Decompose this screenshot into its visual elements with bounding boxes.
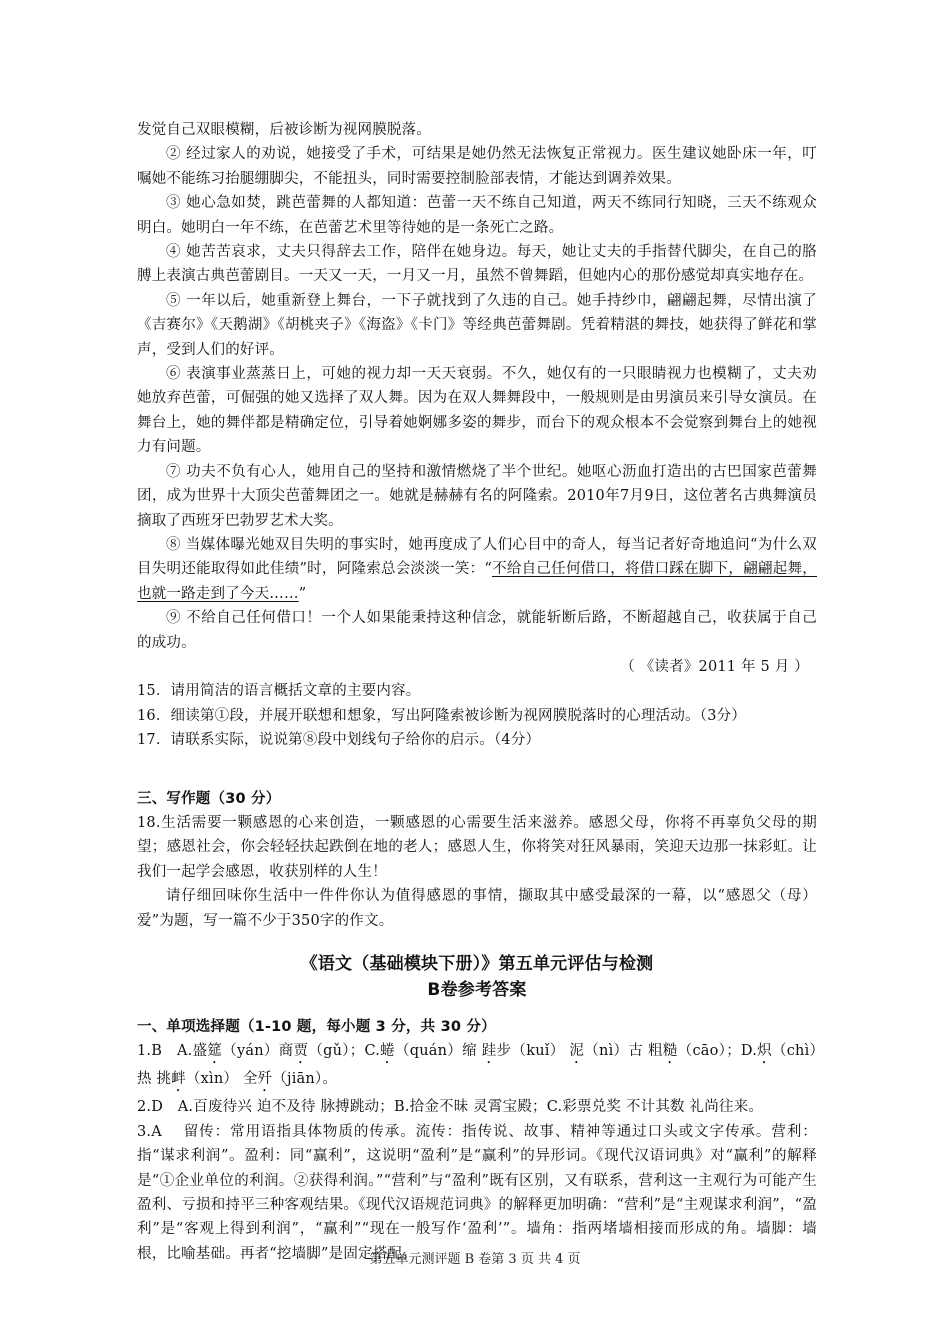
article-paragraph-7: ⑦ 功夫不负有心人，她用自己的坚持和激情燃烧了半个世纪。她呕心沥血打造出的古巴国家芭蕾舞团，成为世界十大顶尖芭蕾舞团之一。她就是赫赫有名的阿隆索。2010年7月9日，这位著名古典舞演员摘取了西班牙巴勃罗艺术大奖。 [137,463,817,529]
answer-1-text: （chì）热 挑 [137,1043,817,1088]
answer-1-text: （jiān）。 [272,1071,338,1088]
article-paragraph-3: ③ 她心急如焚，跳芭蕾舞的人都知道：芭蕾一天不练自己知道，两天不练同行知晓，三天不练观众明白。她明白一年不练，在芭蕾艺术里等待她的是一条死亡之路。 [137,195,817,236]
underlined-sentence: 不给自己任何借口，将借口踩在脚下，翩翩起舞，也就一路走到了今天…… [137,561,817,602]
answer-key-subtitle: B卷参考答案 [427,980,527,1000]
spacer [137,1003,817,1015]
answer-1-text: （xìn） 全 [185,1071,258,1088]
page-content [137,118,817,1266]
writing-prompt-paragraph-1: 18.生活需要一颗感恩的心来创造，一颗感恩的心需要生活来滋养。感恩父母，你将不再辜负父母的期望；感恩社会，你会轻轻扶起跌倒在地的老人；感恩人生，你将笑对狂风暴雨，笑迎天边那一抹彩虹。让我们一起学会感恩，收获别样的人生！ [137,814,817,880]
answer-1-text: （yán）商 [222,1043,294,1060]
dotted-character: 跬 [481,1043,497,1060]
article-paragraph-5: ⑤ 一年以后，她重新登上舞台，一下子就找到了久违的自己。她手持纱巾，翩翩起舞，尽情出演了《吉赛尔》《天鹅湖》《胡桃夹子》《海盗》《卡门》等经典芭蕾舞剧。凭着精湛的舞技，她获得了鲜花和掌声，受到人们的好评。 [137,292,817,358]
dotted-character: 泥 [569,1043,585,1060]
spacer [137,753,817,787]
article-paragraph-1-tail: 发觉自己双眼模糊，后被诊断为视网膜脱落。 [137,122,431,138]
dotted-character: 贾 [293,1043,309,1060]
dotted-character: 筵 [207,1043,223,1060]
writing-section-heading: 三、写作题（30 分） [137,790,281,807]
article-paragraph-4: ④ 她苦苦哀求，丈夫只得辞去工作，陪伴在她身边。每天，她让丈夫的手指替代脚尖，在自己的胳膊上表演古典芭蕾剧目。一天又一天，一月又一月，虽然不曾舞蹈，但她内心的那份感觉却真实地存在。 [137,244,817,285]
writing-prompt-paragraph-2: 请仔细回味你生活中一件件你认为值得感恩的事情，撷取其中感受最深的一幕，以“感恩父（母）爱”为题，写一篇不少于350字的作文。 [137,888,817,929]
dotted-character: 歼 [257,1071,273,1088]
dotted-character: 糙 [662,1043,678,1060]
spacer [137,933,817,951]
article-paragraph-2: ② 经过家人的劝说，她接受了手术，可结果是她仍然无法恢复正常视力。医生建议她卧床一年，叮嘱她不能练习抬腿绷脚尖，不能扭头，同时需要控制脸部表情，才能达到调养效果。 [137,146,817,187]
question-16: 16．细读第①段，并展开联想和想象，写出阿隆索被诊断为视网膜脱落时的心理活动。（3分） [137,707,747,724]
paragraph-8-text: ⑧ 当媒体曝光她双目失明的事实时，她再度成了人们心目中的奇人，每当记者好奇地追问“为什么双目失明还能取得如此佳绩”时，阿隆索总会淡淡一笑：“ [137,536,817,578]
page-footer: 第五单元测评题 B 卷第 3 页 共 4 页 [369,1252,581,1267]
answer-1-text: （quán）缩 [394,1043,482,1060]
article-paragraph-9: ⑨ 不给自己任何借口！一个人如果能秉持这种信念，就能斩断后路，不断超越自己，收获属于自己的成功。 [137,610,817,651]
answer-1-text: （cāo）；D. [677,1043,758,1060]
answer-3: 3.A 留传：常用语指具体物质的传承。流传：指传说、故事、精神等通过口头或文字传承。营利：指“谋求利润”。盈利：同“赢利”，这说明“盈利”是“赢利”的异形词。《现代汉语词典》对“赢利”的解释是“①企业单位的利润。②获得利润。”“营利”与“盈利”既有区别，又有联系，营利这一主观行为可能产生盈利、亏损和持平三种客观结果。《现代汉语规范词典》的解释更加明确：“营利”是“主观谋求利润”，“盈利”是“客观上得到利润”，“赢利”“现在一般写作‘盈利’”。墙角：指两堵墙相接而形成的角。墙脚：墙根，比喻基础。再者“挖墙脚”是固定搭配。 [137,1123,817,1262]
question-15: 15．请用简洁的语言概括文章的主要内容。 [137,683,421,700]
dotted-character: 炽 [757,1043,772,1060]
answer-section-1-heading: 一、单项选择题（1-10 题，每小题 3 分，共 30 分） [137,1019,496,1035]
answer-1-text: （nì）古 粗 [584,1043,663,1060]
question-17: 17．请联系实际，说说第⑧段中划线句子给你的启示。（4分） [137,732,541,749]
dotted-character: 衅 [171,1071,186,1088]
answer-1-text: 1.B A.盛 [137,1043,208,1060]
answer-2: 2.D A.百废待兴 迫不及待 脉搏跳动；B.拾金不昧 灵霄宝殿；C.彩票兑奖 不计其数 礼尚往来。 [137,1099,764,1116]
article-paragraph-6: ⑥ 表演事业蒸蒸日上，可她的视力却一天天衰弱。不久，她仅有的一只眼睛视力也模糊了，丈夫劝她放弃芭蕾，可倔强的她又选择了双人舞。因为在双人舞舞段中，一般规则是由男演员来引导女演员。在舞台上，她的舞伴都是精确定位，引导着她婀娜多姿的舞步，而台下的观众根本不会觉察到舞台上的她视力有问题。 [137,366,817,456]
article-paragraph-8 [137,533,817,606]
paragraph-8-closing-quote: ” [298,585,307,602]
article-source: （ 《读者》2011 年 5 月 ） [620,658,809,675]
dotted-character: 蜷 [380,1043,395,1060]
answer-1 [137,1039,817,1095]
answer-1-text: （gǔ）；C. [308,1043,381,1060]
answer-1-text: 步（kuǐ） [496,1043,570,1060]
answer-key-title: 《语文（基础模块下册）》第五单元评估与检测 [300,954,654,974]
